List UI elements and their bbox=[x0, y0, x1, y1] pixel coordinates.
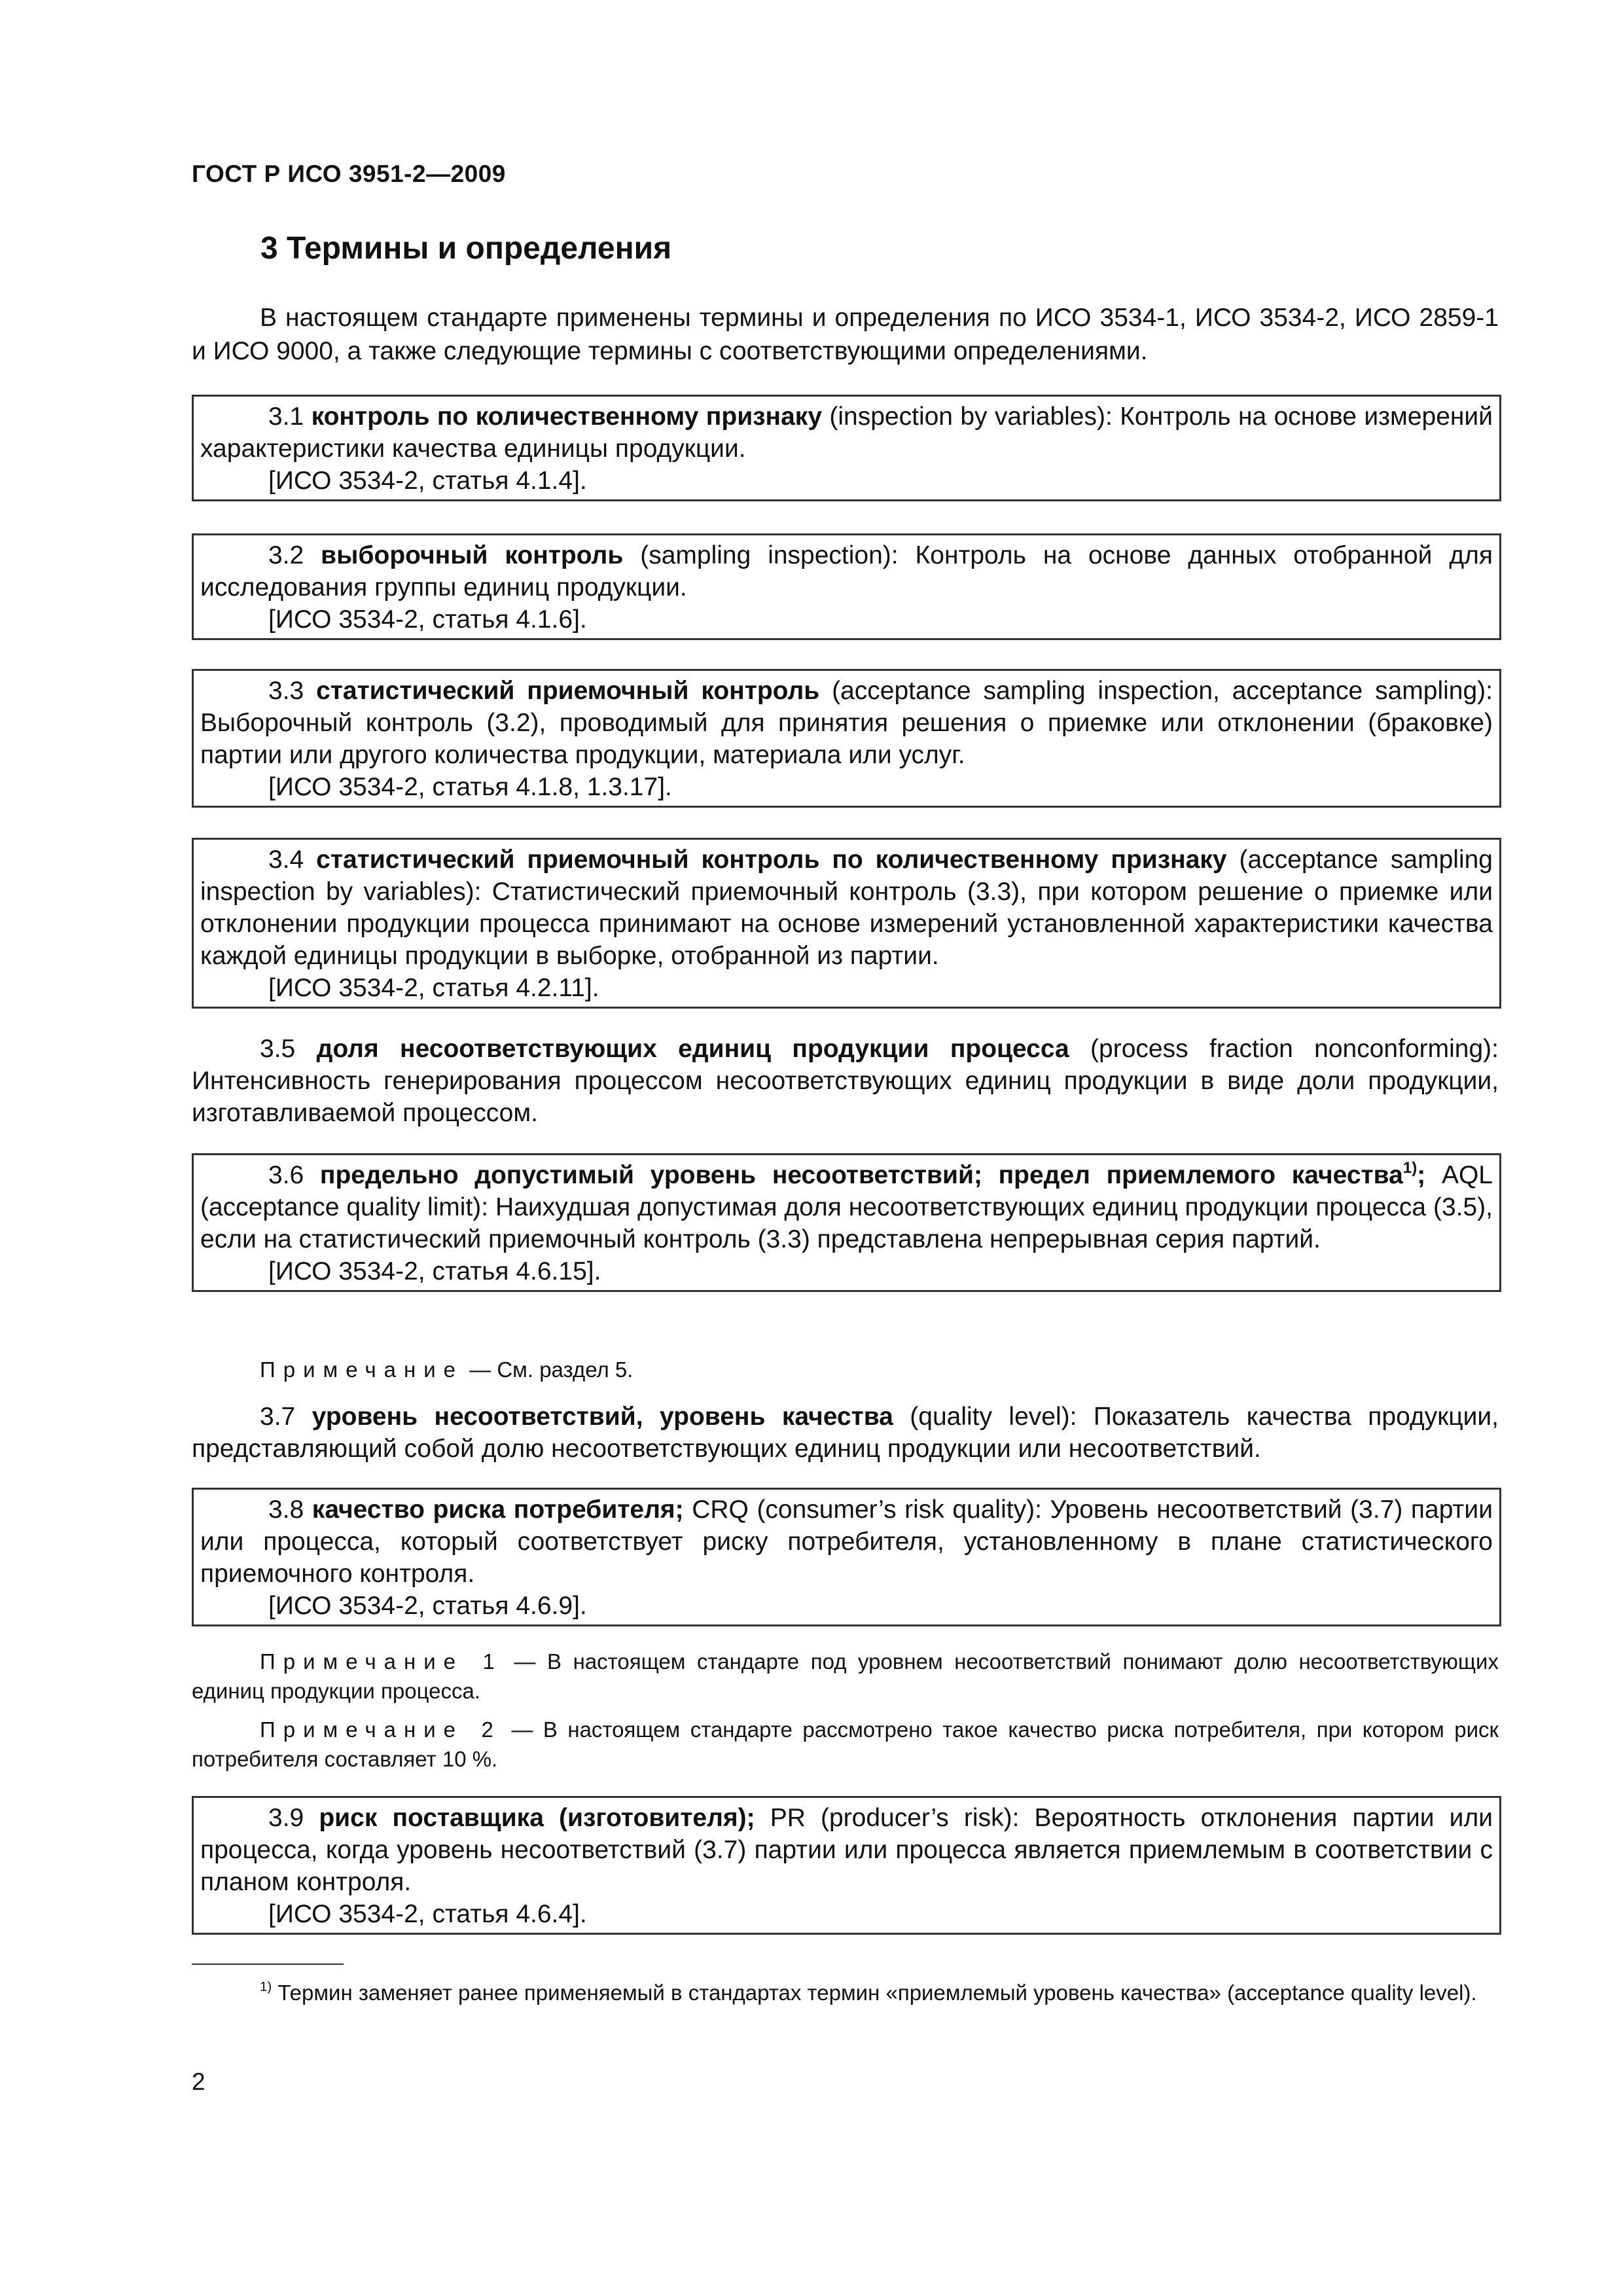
term-text: (sampling inspection): Контроль на основе данных отобранной для исследования группы единиц продукции. bbox=[200, 541, 1493, 601]
term-definition bbox=[200, 675, 1493, 771]
note-label: Примечание 1 bbox=[260, 1649, 503, 1674]
term-number: 3.4 bbox=[268, 846, 304, 874]
term-name: предельно допустимый уровень несоответствий; предел приемлемого качества bbox=[319, 1161, 1403, 1189]
term-text: (acceptance sampling inspection, acceptance sampling): Выборочный контроль (3.2), проводимый для принятия решения о приемке или отклонении (браковке) партии или другого количества продукции, материала или услуг. bbox=[200, 677, 1493, 769]
term-definition bbox=[200, 1159, 1493, 1255]
term-source: [ИСО 3534-2, статья 4.6.9]. bbox=[268, 1592, 587, 1620]
term-source: [ИСО 3534-2, статья 4.1.8, 1.3.17]. bbox=[268, 773, 672, 801]
footnote-text: Термин заменяет ранее применяемый в стандартах термин «приемлемый уровень качества» (acceptance quality level). bbox=[272, 1981, 1477, 2005]
term-name: доля несоответствующих единиц продукции процесса bbox=[316, 1035, 1069, 1063]
term-box-3-9 bbox=[192, 1796, 1501, 1935]
note-text: — В настоящем стандарте рассмотрено такое качество риска потребителя, при котором риск потребителя составляет 10 %. bbox=[192, 1717, 1499, 1771]
term-number: 3.1 bbox=[268, 403, 304, 431]
term-text: (inspection by variables): Контроль на основе измерений характеристики качества единицы продукции. bbox=[200, 403, 1493, 463]
term-name: риск поставщика (изготовителя); bbox=[319, 1804, 755, 1832]
term-name-end: ; bbox=[1417, 1161, 1426, 1189]
term-source: [ИСО 3534-2, статья 4.6.15]. bbox=[268, 1257, 601, 1285]
term-name: выборочный контроль bbox=[321, 541, 624, 569]
term-name: статистический приемочный контроль bbox=[316, 677, 820, 705]
term-name: уровень несоответствий, уровень качества bbox=[312, 1403, 893, 1431]
term-name: качество риска потребителя; bbox=[312, 1496, 684, 1524]
section-title: 3 Термины и определения bbox=[260, 231, 672, 266]
term-text: (quality level): Показатель качества продукции, представляющий собой долю несоответствующих единиц продукции или несоответствий. bbox=[192, 1403, 1499, 1463]
term-number: 3.5 bbox=[260, 1035, 296, 1063]
term-number: 3.9 bbox=[268, 1804, 304, 1832]
term-source: [ИСО 3534-2, статья 4.6.4]. bbox=[268, 1900, 587, 1928]
page-number: 2 bbox=[192, 2068, 205, 2095]
term-definition bbox=[200, 539, 1493, 603]
term-box-3-2 bbox=[192, 533, 1501, 640]
footnote-mark: 1) bbox=[260, 1979, 272, 1994]
term-number: 3.3 bbox=[268, 677, 304, 705]
term-number: 3.7 bbox=[260, 1403, 296, 1431]
term-box-3-4 bbox=[192, 838, 1501, 1009]
term-number: 3.8 bbox=[268, 1496, 304, 1524]
footnote bbox=[192, 1978, 1499, 2007]
term-definition bbox=[200, 401, 1493, 465]
note-3-8-1 bbox=[192, 1647, 1499, 1706]
term-name: контроль по количественному признаку bbox=[311, 403, 823, 431]
term-box-3-3 bbox=[192, 669, 1501, 808]
note-text: — См. раздел 5. bbox=[463, 1357, 633, 1382]
note-label: Примечание bbox=[260, 1357, 464, 1382]
term-3-7 bbox=[192, 1401, 1499, 1465]
term-definition bbox=[200, 1494, 1493, 1590]
term-definition bbox=[200, 1802, 1493, 1898]
section-intro: В настоящем стандарте применены термины и определения по ИСО 3534-1, ИСО 3534-2, ИСО 2859-1 и ИСО 9000, а также следующие термины с соответствующими определениями. bbox=[192, 304, 1499, 365]
document-header: ГОСТ Р ИСО 3951-2—2009 bbox=[192, 160, 506, 187]
term-box-3-6 bbox=[192, 1153, 1501, 1292]
term-3-5 bbox=[192, 1033, 1499, 1129]
note-3-6 bbox=[192, 1355, 1499, 1384]
term-source: [ИСО 3534-2, статья 4.1.6]. bbox=[268, 605, 587, 634]
term-number: 3.2 bbox=[268, 541, 304, 569]
term-text: (acceptance sampling inspection by variables): Статистический приемочный контроль (3.3), при котором решение о приемке или отклонении продукции процесса принимают на основе измерений установленной характеристики качества каждой единицы продукции в выборке, отобранной из партии. bbox=[200, 846, 1493, 970]
term-box-3-8 bbox=[192, 1488, 1501, 1626]
term-name: статистический приемочный контроль по количественному признаку bbox=[316, 846, 1227, 874]
term-number: 3.6 bbox=[268, 1161, 304, 1189]
footnote-divider bbox=[192, 1964, 344, 1965]
note-label: Примечание 2 bbox=[260, 1717, 501, 1742]
term-text: PR (producer’s risk): Вероятность отклонения партии или процесса, когда уровень несоответствий (3.7) партии или процесса является приемлемым в соответствии с планом контроля. bbox=[200, 1804, 1493, 1896]
term-text: (process fraction nonconforming): Интенсивность генерирования процессом несоответствующих единиц продукции в виде доли продукции, изготавливаемой процессом. bbox=[192, 1035, 1499, 1127]
term-box-3-1 bbox=[192, 395, 1501, 501]
note-text: — В настоящем стандарте под уровнем несоответствий понимают долю несоответствующих единиц продукции процесса. bbox=[192, 1649, 1499, 1703]
term-definition bbox=[200, 844, 1493, 972]
term-source: [ИСО 3534-2, статья 4.2.11]. bbox=[268, 974, 599, 1002]
term-source: [ИСО 3534-2, статья 4.1.4]. bbox=[268, 467, 587, 495]
term-text: CRQ (consumer’s risk quality): Уровень несоответствий (3.7) партии или процесса, который соответствует риску потребителя, установленному в плане статистического приемочного контроля. bbox=[200, 1496, 1493, 1588]
note-3-8-2 bbox=[192, 1715, 1499, 1774]
footnote-reference: 1) bbox=[1402, 1158, 1418, 1177]
term-text: AQL (acceptance quality limit): Наихудшая допустимая доля несоответствующих единиц продукции процесса (3.5), если на статистический приемочный контроль (3.3) представлена непрерывная серия партий. bbox=[200, 1161, 1493, 1253]
